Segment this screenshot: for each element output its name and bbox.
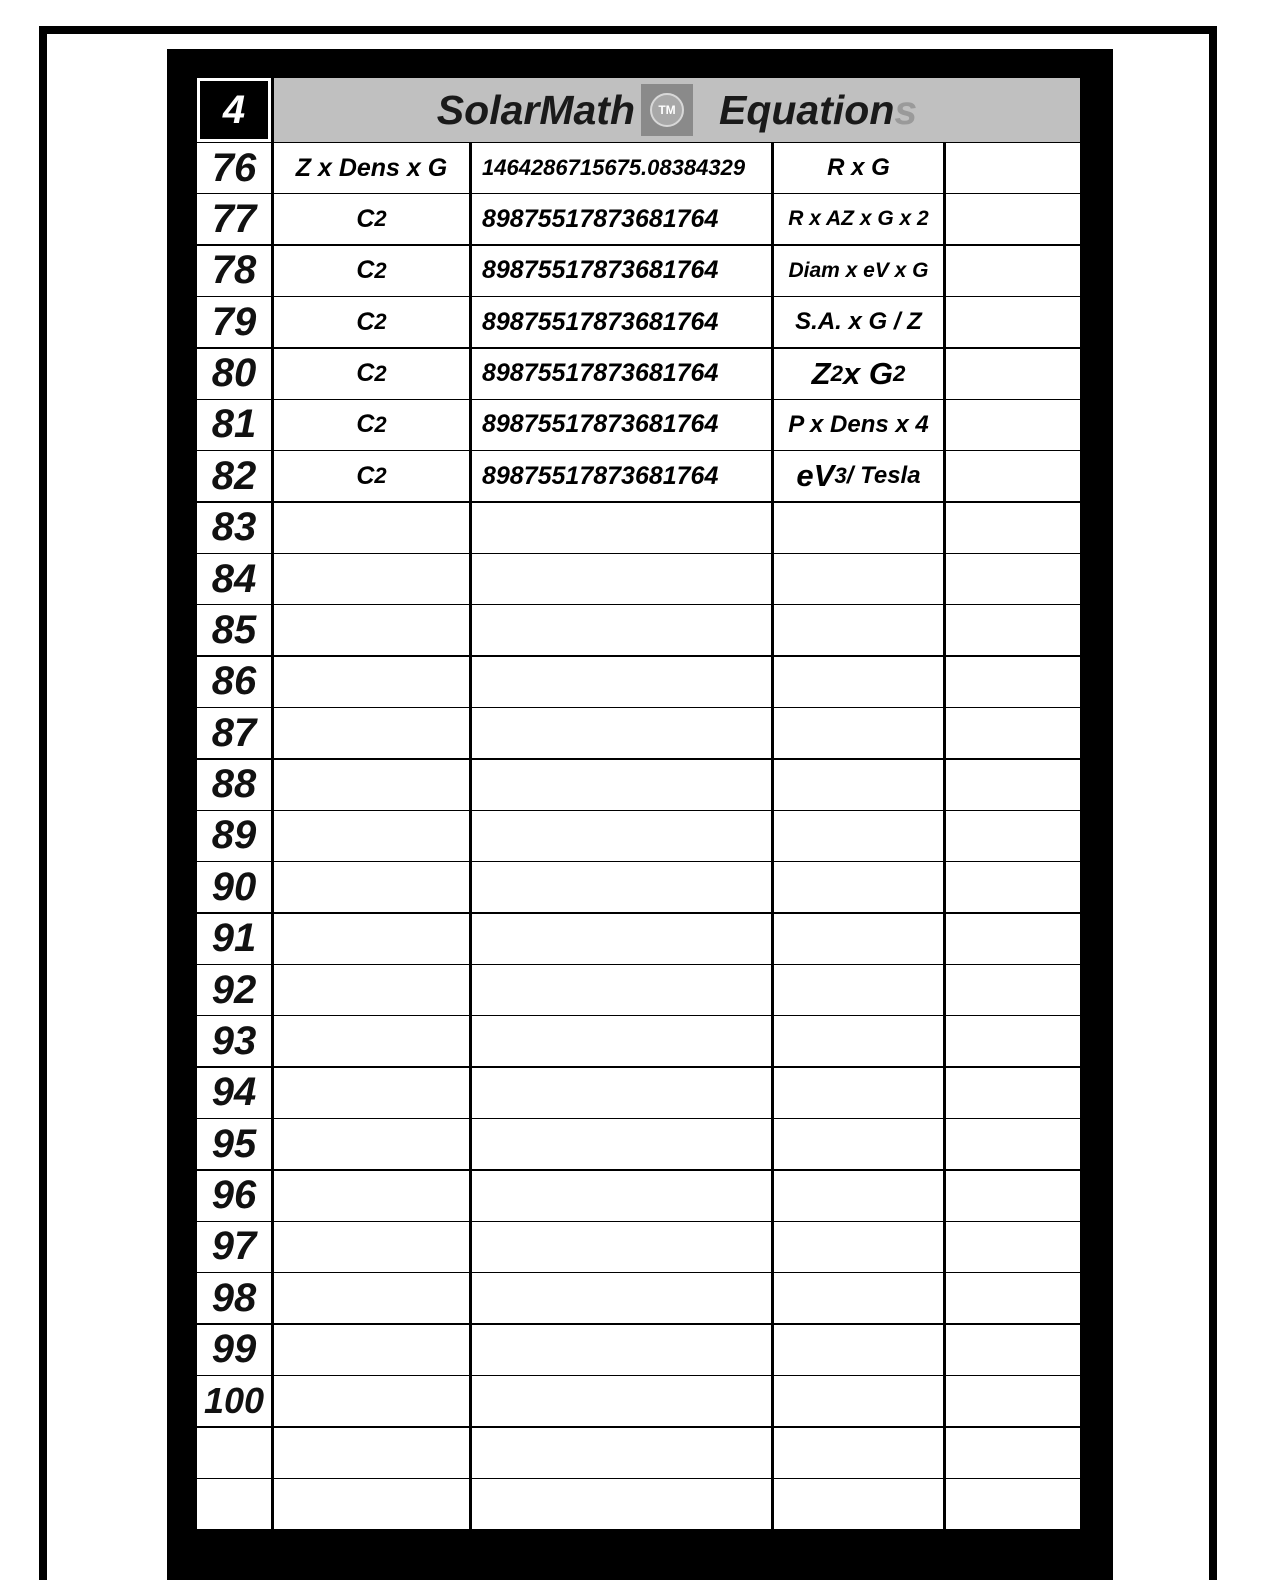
value-text: 89875517873681764 — [482, 359, 719, 388]
formula-text: C — [356, 204, 375, 233]
row-number — [197, 194, 271, 244]
equivalent-cell — [774, 246, 943, 296]
row-number — [197, 1119, 271, 1169]
row-number-text: 80 — [211, 351, 257, 396]
formula-cell — [274, 503, 469, 553]
blank-cell — [946, 1325, 1080, 1375]
blank-cell — [946, 708, 1080, 758]
equivalent-text: eV — [796, 458, 835, 494]
row-number — [197, 605, 271, 655]
formula-text: C — [356, 256, 375, 285]
equivalent-cell — [774, 1376, 943, 1426]
blank-cell — [946, 400, 1080, 450]
row-number-text: 98 — [211, 1275, 257, 1320]
value-cell — [472, 811, 771, 861]
table-row — [197, 451, 1080, 501]
equivalent-cell — [774, 503, 943, 553]
table-row — [197, 760, 1080, 810]
blank-cell — [946, 657, 1080, 707]
table-row — [197, 605, 1080, 655]
blank-cell — [946, 143, 1080, 193]
row-number — [197, 1068, 271, 1118]
row-number — [197, 1016, 271, 1066]
row-number-text: 93 — [211, 1018, 257, 1063]
equivalent-cell — [774, 708, 943, 758]
value-cell — [472, 246, 771, 296]
equivalent-cell — [774, 1428, 943, 1478]
value-cell — [472, 862, 771, 912]
value-cell — [472, 503, 771, 553]
formula-cell — [274, 1273, 469, 1323]
row-number-text: 87 — [211, 710, 257, 755]
value-cell — [472, 143, 771, 193]
table-header — [197, 78, 1080, 142]
formula-cell: C 2 — [274, 297, 469, 347]
formula-cell — [274, 708, 469, 758]
row-number — [197, 1222, 271, 1272]
row-number — [197, 554, 271, 604]
table-row — [197, 143, 1080, 193]
row-number — [197, 811, 271, 861]
equivalent-cell — [774, 400, 943, 450]
formula-text: C — [356, 410, 375, 439]
equivalent-text: S.A. x G / Z — [795, 308, 922, 336]
row-number — [197, 143, 271, 193]
row-number — [197, 1171, 271, 1221]
equivalent-cell — [774, 965, 943, 1015]
value-text: 89875517873681764 — [482, 410, 719, 439]
equivalent-cell — [774, 862, 943, 912]
blank-cell — [946, 1171, 1080, 1221]
blank-cell — [946, 1479, 1080, 1529]
formula-cell — [274, 1016, 469, 1066]
formula-cell — [274, 862, 469, 912]
row-number-text: 100 — [203, 1380, 265, 1422]
value-cell — [472, 1273, 771, 1323]
table-row — [197, 1479, 1080, 1529]
equivalent-cell — [774, 760, 943, 810]
row-number — [197, 1479, 271, 1529]
row-number — [197, 862, 271, 912]
table-row — [197, 965, 1080, 1015]
equivalent-cell — [774, 554, 943, 604]
value-cell — [472, 349, 771, 399]
value-cell — [472, 1376, 771, 1426]
equivalent-cell — [774, 657, 943, 707]
value-cell — [472, 760, 771, 810]
equivalent-cell — [774, 297, 943, 347]
equivalent-cell — [774, 605, 943, 655]
value-cell — [472, 657, 771, 707]
row-number — [197, 246, 271, 296]
equivalent-cell — [774, 1479, 943, 1529]
row-number-text: 77 — [211, 196, 257, 241]
blank-cell — [946, 1222, 1080, 1272]
formula-cell — [274, 1171, 469, 1221]
row-number-text: 89 — [211, 813, 257, 858]
formula-cell — [274, 1222, 469, 1272]
row-number-text: 83 — [211, 505, 257, 550]
equivalent-cell — [774, 1273, 943, 1323]
equivalent-text: R x G — [827, 154, 890, 181]
title-left: SolarMath — [436, 86, 635, 133]
formula-cell — [274, 1119, 469, 1169]
row-number-text: 94 — [211, 1070, 257, 1115]
blank-cell — [946, 1068, 1080, 1118]
equivalent-cell — [774, 143, 943, 193]
formula-cell: C 2 — [274, 451, 469, 501]
formula-cell — [274, 811, 469, 861]
value-text: 89875517873681764 — [482, 461, 719, 490]
row-number-text: 79 — [211, 299, 257, 344]
equivalent-cell — [774, 1325, 943, 1375]
formula-cell — [274, 1376, 469, 1426]
row-number-text: 95 — [211, 1121, 257, 1166]
value-cell — [472, 554, 771, 604]
formula-text: C — [356, 359, 375, 388]
table-row — [197, 554, 1080, 604]
row-number-text: 99 — [211, 1327, 257, 1372]
row-number — [197, 965, 271, 1015]
value-cell — [472, 1428, 771, 1478]
table-row — [197, 1171, 1080, 1221]
table-row — [197, 708, 1080, 758]
formula-cell: C 2 — [274, 349, 469, 399]
tm-icon: TM — [650, 93, 684, 127]
row-number — [197, 349, 271, 399]
row-number-text: 85 — [211, 607, 257, 652]
equivalent-cell — [774, 1222, 943, 1272]
row-number-text: 96 — [211, 1173, 257, 1218]
formula-cell: C 2 — [274, 246, 469, 296]
row-number — [197, 914, 271, 964]
equivalent-cell: Z 2 x G 2 — [774, 349, 943, 399]
blank-cell — [946, 914, 1080, 964]
row-number — [197, 1273, 271, 1323]
blank-cell — [946, 760, 1080, 810]
value-text: 89875517873681764 — [482, 204, 719, 233]
value-cell — [472, 965, 771, 1015]
equivalent-cell: eV 3 / Tesla — [774, 451, 943, 501]
blank-cell — [946, 1273, 1080, 1323]
row-number — [197, 451, 271, 501]
row-number-text: 78 — [211, 248, 257, 293]
blank-cell — [946, 605, 1080, 655]
table-row — [197, 862, 1080, 912]
table-row — [197, 400, 1080, 450]
table-row — [197, 349, 1080, 399]
row-number-text: 81 — [211, 402, 257, 447]
formula-cell — [274, 1428, 469, 1478]
row-number-text: 76 — [211, 145, 257, 190]
table-row — [197, 914, 1080, 964]
table-row — [197, 1068, 1080, 1118]
equivalent-cell — [774, 1119, 943, 1169]
formula-cell: C 2 — [274, 400, 469, 450]
value-cell — [472, 708, 771, 758]
equivalent-cell — [774, 194, 943, 244]
formula-cell — [274, 143, 469, 193]
table-row — [197, 1428, 1080, 1478]
equivalent-cell — [774, 1016, 943, 1066]
blank-cell — [946, 503, 1080, 553]
equivalent-text: Z — [811, 355, 831, 391]
value-text: 89875517873681764 — [482, 256, 719, 285]
formula-cell — [274, 657, 469, 707]
formula-cell — [274, 760, 469, 810]
value-cell — [472, 1119, 771, 1169]
value-cell — [472, 194, 771, 244]
row-number-text: 84 — [211, 556, 257, 601]
table-row — [197, 503, 1080, 553]
table-row — [197, 657, 1080, 707]
table-row — [197, 1016, 1080, 1066]
row-number — [197, 503, 271, 553]
row-number-text: 88 — [211, 762, 257, 807]
formula-cell — [274, 1325, 469, 1375]
equivalent-text: R x AZ x G x 2 — [788, 207, 929, 231]
formula-text: C — [356, 307, 375, 336]
value-cell — [472, 1016, 771, 1066]
blank-cell — [946, 1376, 1080, 1426]
row-number — [197, 297, 271, 347]
formula-cell — [274, 914, 469, 964]
value-text: 89875517873681764 — [482, 307, 719, 336]
value-text: 1464286715675.08384329 — [482, 155, 746, 180]
formula-cell — [274, 1479, 469, 1529]
title-right: Equation — [719, 86, 895, 133]
table-row — [197, 1222, 1080, 1272]
blank-cell — [946, 965, 1080, 1015]
row-number-text: 97 — [211, 1224, 257, 1269]
blank-cell — [946, 1016, 1080, 1066]
value-cell — [472, 297, 771, 347]
value-cell — [472, 1479, 771, 1529]
blank-cell — [946, 246, 1080, 296]
equivalent-cell — [774, 1171, 943, 1221]
blank-cell — [946, 451, 1080, 501]
value-cell — [472, 914, 771, 964]
row-number — [197, 708, 271, 758]
formula-text: Z x Dens x G — [295, 153, 448, 182]
row-number-text: 91 — [211, 916, 257, 961]
value-cell — [472, 1325, 771, 1375]
value-cell — [472, 1068, 771, 1118]
equivalent-text-tail: / Tesla — [846, 462, 921, 490]
row-number — [197, 1428, 271, 1478]
row-number-text: 90 — [211, 864, 257, 909]
row-number — [197, 760, 271, 810]
formula-text: C — [356, 461, 375, 490]
blank-cell — [946, 297, 1080, 347]
row-number — [197, 400, 271, 450]
blank-cell — [946, 1428, 1080, 1478]
title-right-fade: s — [894, 86, 918, 133]
blank-cell — [946, 1119, 1080, 1169]
formula-cell — [274, 965, 469, 1015]
row-number — [197, 1376, 271, 1426]
table-row — [197, 297, 1080, 347]
equivalent-cell — [774, 914, 943, 964]
row-number-text: 82 — [211, 453, 257, 498]
table-row — [197, 1376, 1080, 1426]
formula-cell — [274, 1068, 469, 1118]
blank-cell — [946, 811, 1080, 861]
value-cell — [472, 1171, 771, 1221]
blank-cell — [946, 194, 1080, 244]
equivalent-text: Diam x eV x G — [788, 258, 929, 282]
page-title — [274, 78, 1080, 142]
blank-cell — [946, 862, 1080, 912]
row-number — [197, 657, 271, 707]
row-number-text: 86 — [211, 659, 257, 704]
equivalent-cell — [774, 1068, 943, 1118]
value-cell — [472, 400, 771, 450]
row-number-text: 92 — [211, 967, 257, 1012]
table-row — [197, 1273, 1080, 1323]
formula-cell — [274, 554, 469, 604]
formula-cell — [274, 605, 469, 655]
equivalent-cell — [774, 811, 943, 861]
table-row — [197, 1119, 1080, 1169]
table-row — [197, 811, 1080, 861]
page-number: 4 — [197, 78, 271, 142]
table-row — [197, 246, 1080, 296]
value-cell — [472, 605, 771, 655]
equivalent-text-tail: x G — [842, 355, 893, 391]
row-number — [197, 1325, 271, 1375]
blank-cell — [946, 554, 1080, 604]
value-cell — [472, 451, 771, 501]
trademark-logo — [641, 84, 693, 136]
formula-cell: C 2 — [274, 194, 469, 244]
table-row — [197, 1325, 1080, 1375]
table-row — [197, 194, 1080, 244]
blank-cell — [946, 349, 1080, 399]
value-cell — [472, 1222, 771, 1272]
equivalent-text: P x Dens x 4 — [788, 410, 929, 438]
